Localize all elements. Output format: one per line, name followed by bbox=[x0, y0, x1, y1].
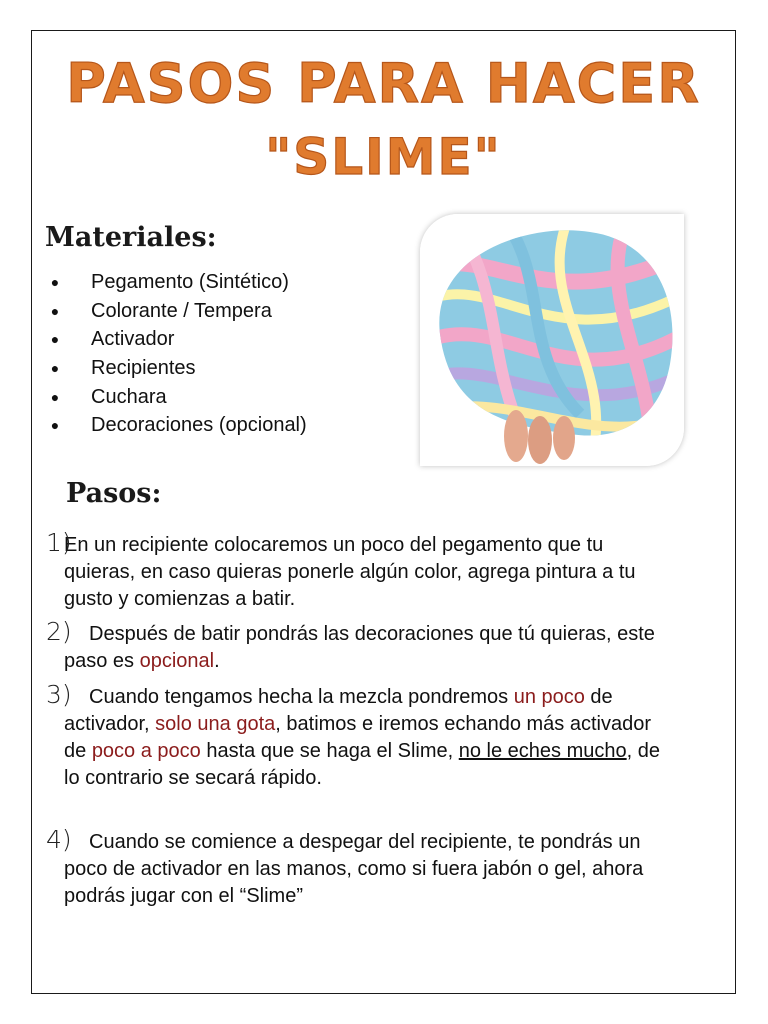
step-number: 4) bbox=[46, 825, 72, 854]
list-item: ● Decoraciones (opcional) bbox=[45, 411, 307, 440]
page-title-line2: "SLIME" bbox=[265, 128, 502, 186]
step-text: Cuando tengamos hecha la mezcla pondremos un poco de activador, solo una gota, batimos e iremos echando más activador de poco a poco hasta que se haga el Slime, no le eches mucho, de lo contrario se secará rápido. bbox=[64, 686, 660, 789]
materials-heading: Materiales: bbox=[45, 222, 217, 253]
list-item: ● Cuchara bbox=[45, 383, 307, 412]
step-4 bbox=[46, 825, 666, 910]
bullet-icon: ● bbox=[50, 302, 60, 319]
bullet-icon: ● bbox=[50, 331, 60, 348]
step-number: 2) bbox=[46, 617, 72, 646]
steps-heading: Pasos: bbox=[66, 478, 162, 509]
step-text: Cuando se comience a despegar del recipiente, te pondrás un poco de activador en las manos, como si fuera jabón o gel, ahora podrás jugar con el “Slime” bbox=[64, 831, 644, 907]
list-item: ● Pegamento (Sintético) bbox=[45, 268, 307, 297]
list-item: ● Recipientes bbox=[45, 354, 307, 383]
slime-photo bbox=[420, 214, 684, 466]
step-3 bbox=[46, 680, 666, 792]
page-title-line1: PASOS PARA HACER bbox=[66, 52, 701, 115]
list-item: ● Activador bbox=[45, 325, 307, 354]
step-1 bbox=[46, 528, 666, 613]
bullet-icon: ● bbox=[50, 388, 60, 405]
bullet-icon: ● bbox=[50, 274, 60, 290]
bullet-icon: ● bbox=[50, 417, 60, 434]
step-text: Después de batir pondrás las decoraciones que tú quieras, este paso es opcional. bbox=[64, 623, 655, 672]
step-number: 1) bbox=[46, 528, 72, 557]
slime-image-graphic bbox=[420, 214, 684, 466]
list-item: ● Colorante / Tempera bbox=[45, 297, 307, 326]
step-number: 3) bbox=[46, 680, 72, 709]
bullet-icon: ● bbox=[50, 360, 60, 377]
step-text: En un recipiente colocaremos un poco del pegamento que tu quieras, en caso quieras ponerle algún color, agrega pintura a tu gusto y comienzas a batir. bbox=[64, 534, 636, 610]
materials-list bbox=[45, 268, 307, 440]
step-2 bbox=[46, 617, 666, 675]
